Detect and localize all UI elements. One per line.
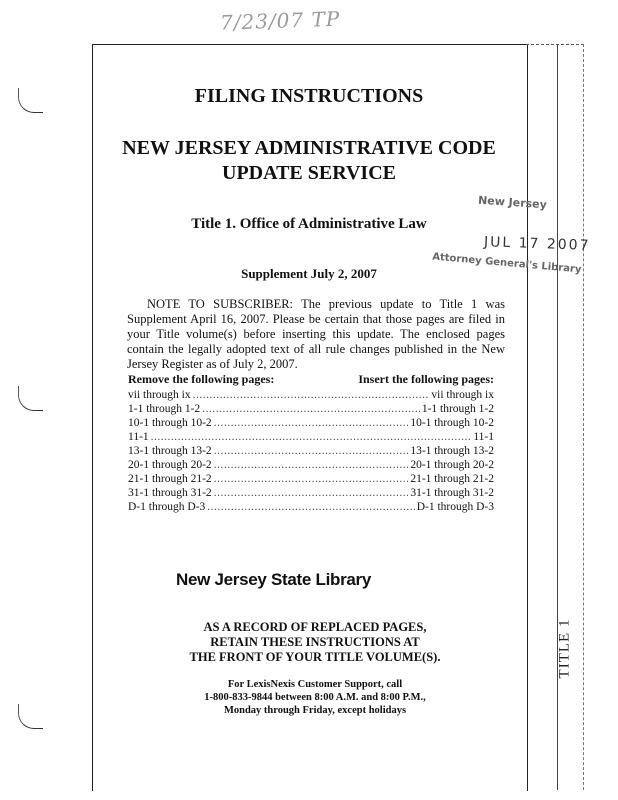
table-row [128, 444, 494, 458]
insert-cell: D-1 through D-3 [416, 501, 494, 513]
table-row [128, 486, 494, 500]
dot-leader [151, 430, 472, 444]
code-title-line2: UPDATE SERVICE [222, 162, 396, 184]
binder-hole-icon [18, 386, 43, 411]
stamp-date: JUL 17 2007 [483, 234, 591, 254]
dot-leader [214, 458, 409, 472]
remove-cell: 31-1 through 31-2 [128, 487, 212, 499]
pages-table-header [128, 372, 494, 387]
code-title-line1: NEW JERSEY ADMINISTRATIVE CODE [122, 137, 496, 159]
dot-leader [202, 402, 420, 416]
insert-header: Insert the following pages: [358, 372, 494, 386]
remove-header: Remove the following pages: [128, 372, 275, 386]
dot-leader [193, 388, 430, 402]
record-instructions [150, 620, 480, 665]
dot-leader [214, 444, 409, 458]
record-line2: RETAIN THESE INSTRUCTIONS AT [210, 635, 420, 649]
handwritten-scan-mark: 7/23/07 TP [219, 6, 341, 35]
filing-title: FILING INSTRUCTIONS [194, 85, 424, 107]
insert-cell: 11-1 [473, 431, 494, 443]
remove-cell: D-1 through D-3 [128, 501, 206, 513]
tab-divider-right [583, 44, 584, 790]
support-line3: Monday through Friday, except holidays [223, 705, 407, 716]
table-row [128, 430, 494, 444]
customer-support [150, 678, 480, 717]
remove-cell: 10-1 through 10-2 [128, 417, 212, 429]
tab-divider-top [526, 44, 584, 45]
table-row [128, 388, 494, 402]
binder-hole-icon [18, 88, 43, 113]
supplement-date: Supplement July 2, 2007 [241, 266, 377, 281]
insert-cell: 21-1 through 21-2 [410, 473, 494, 485]
remove-cell: 21-1 through 21-2 [128, 473, 212, 485]
dot-leader [214, 486, 409, 500]
subscriber-note [127, 297, 505, 372]
stamp-library-line2: Attorney General's Library [431, 251, 582, 276]
library-stamp: New Jersey State Library [176, 570, 372, 589]
support-line1: For LexisNexis Customer Support, call [227, 679, 403, 690]
table-row [128, 500, 494, 514]
insert-cell: vii through ix [431, 389, 494, 401]
stamp-library-line1: New Jersey [477, 193, 548, 212]
pages-table [128, 372, 494, 514]
table-row [128, 416, 494, 430]
code-title [92, 136, 526, 186]
remove-cell: 20-1 through 20-2 [128, 459, 212, 471]
table-row [128, 458, 494, 472]
note-text: NOTE TO SUBSCRIBER: The previous update to Title 1 was Supplement April 16, 2007. Please be certain that those pages are filed in your Title volume(s) before inserting this update. The enclosed pages contain the legally adopted text of all rule changes published in the New Jersey Register as of July 2, 2007. [127, 297, 505, 371]
insert-cell: 20-1 through 20-2 [410, 459, 494, 471]
remove-cell: 11-1 [128, 431, 149, 443]
table-row [128, 402, 494, 416]
record-line3: THE FRONT OF YOUR TITLE VOLUME(S). [189, 650, 441, 664]
remove-cell: vii through ix [128, 389, 191, 401]
dot-leader [214, 472, 409, 486]
dot-leader [214, 416, 409, 430]
insert-cell: 13-1 through 13-2 [410, 445, 494, 457]
dot-leader [207, 500, 414, 514]
insert-cell: 10-1 through 10-2 [410, 417, 494, 429]
binder-hole-icon [18, 704, 43, 729]
remove-cell: 1-1 through 1-2 [128, 403, 201, 415]
insert-cell: 31-1 through 31-2 [410, 487, 494, 499]
title-name: Title 1. Office of Administrative Law [191, 216, 427, 232]
side-tab-label: TITLE 1 [556, 618, 573, 679]
support-line2: 1-800-833-9844 between 8:00 A.M. and 8:00 P.M., [204, 692, 426, 703]
record-line1: AS A RECORD OF REPLACED PAGES, [203, 620, 427, 634]
table-row [128, 472, 494, 486]
remove-cell: 13-1 through 13-2 [128, 445, 212, 457]
insert-cell: 1-1 through 1-2 [421, 403, 494, 415]
